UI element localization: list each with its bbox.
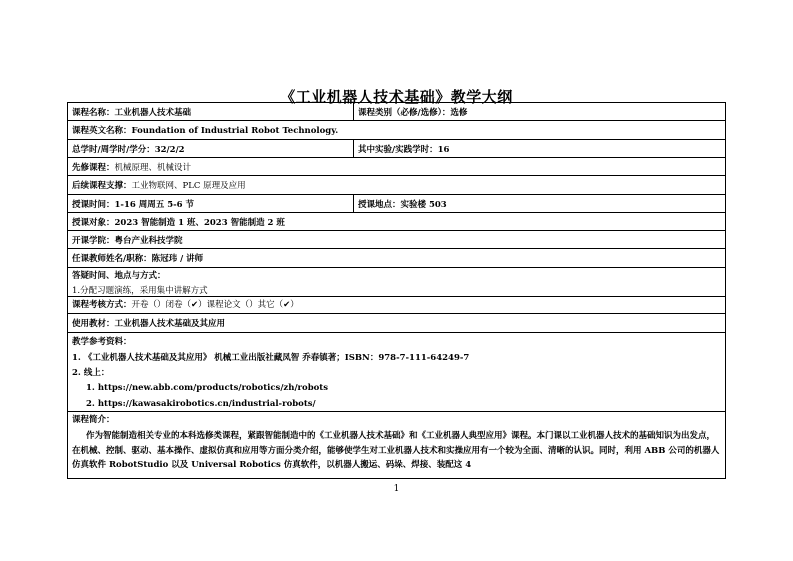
row-intro [68, 412, 725, 478]
college-value: 粤台产业科技学院 [114, 236, 183, 246]
row-time-place [68, 195, 725, 213]
course-name-cell [68, 103, 353, 120]
assessment-value: 开卷（）闭卷（✔）课程论文（）其它（✔） [131, 300, 299, 310]
intro-label: 课程简介： [72, 415, 115, 425]
hours-cell [68, 140, 353, 157]
teach-place-cell [353, 195, 725, 212]
teacher-label: 任课教师姓名/职称： [72, 254, 152, 264]
row-college [68, 231, 725, 249]
lab-hours-value: 16 [437, 145, 450, 155]
intro-text: 作为智能制造相关专业的本科选修类课程，紧跟智能制造中的《工业机器人技术基础》和《工业机器人典型应用》课程。本门课以工业机器人技术的基础知识为出发点，在机械、控制、驱动、基本操作、虚拟仿真和应用等方面分类介绍，能够使学生对工业机器人技术和实操应用有一个较为全面、清晰的认识。同时，利用 ABB 公司的机器人仿真软件 RobotStudio 以及 Universal Robotics 仿真软件，以机器人搬运、码垛、焊接、装配这 4 [72, 431, 720, 470]
row-followup [68, 176, 725, 195]
college-label: 开课学院： [72, 236, 115, 246]
references-label: 教学参考资料： [72, 337, 132, 347]
page-number: 1 [393, 484, 400, 494]
qa-label: 答疑时间、地点与方式： [72, 271, 166, 281]
target-label: 授课对象： [72, 218, 115, 228]
target-value: 2023 智能制造 1 班、2023 智能制造 2 班 [114, 218, 285, 228]
english-name-label: 课程英文名称： [72, 126, 132, 136]
row-assessment [68, 297, 725, 314]
college-cell [68, 231, 725, 248]
teacher-value: 陈冠玮 / 讲师 [151, 254, 204, 264]
followup-value: 工业物联网、PLC 原理及应用 [131, 181, 246, 191]
course-type-label: 课程类别（必修/选修）： [358, 108, 451, 118]
row-references [68, 333, 725, 412]
prerequisite-label: 先修课程： [72, 163, 115, 173]
textbook-cell [68, 314, 725, 332]
reference-item-2: 2. 线上： [72, 368, 110, 378]
row-target [68, 213, 725, 231]
assessment-cell [68, 297, 725, 313]
qa-cell [68, 268, 725, 296]
row-qa [68, 268, 725, 297]
prerequisite-value: 机械原理、机械设计 [114, 163, 192, 173]
lab-hours-cell [353, 140, 725, 157]
assessment-label: 课程考核方式： [72, 300, 132, 310]
document-title: 《工业机器人技术基础》教学大纲 [280, 88, 513, 106]
row-teacher [68, 249, 725, 268]
reference-link-1[interactable]: 1. https://new.abb.com/products/robotics/zh/robots [86, 383, 329, 393]
syllabus-table [67, 102, 726, 479]
teacher-cell [68, 249, 725, 267]
row-english-name [68, 121, 725, 140]
hours-value: 32/2/2 [154, 145, 185, 155]
english-name-cell [68, 121, 725, 139]
hours-label: 总学时/周学时/学分： [72, 145, 155, 155]
teach-time-cell [68, 195, 353, 212]
reference-link-2[interactable]: 2. https://kawasakirobotics.cn/industrial-robots/ [86, 399, 316, 409]
teach-time-value: 1-16 周周五 5-6 节 [114, 200, 195, 210]
lab-hours-label: 其中实验/实践学时： [358, 145, 438, 155]
teach-place-value: 实验楼 503 [400, 200, 447, 210]
course-type-cell [353, 103, 725, 120]
teach-place-label: 授课地点： [358, 200, 401, 210]
target-cell [68, 213, 725, 230]
course-name-label: 课程名称： [72, 108, 115, 118]
row-hours [68, 140, 725, 158]
teach-time-label: 授课时间： [72, 200, 115, 210]
followup-cell [68, 176, 725, 194]
row-prerequisite [68, 158, 725, 176]
english-name-value: Foundation of Industrial Robot Technology. [131, 126, 339, 136]
row-course-name [68, 103, 725, 121]
prerequisite-cell [68, 158, 725, 175]
qa-value: 1.分配习题演练，采用集中讲解方式 [72, 286, 208, 296]
textbook-label: 使用教材： [72, 319, 115, 329]
followup-label: 后续课程支撑： [72, 181, 132, 191]
course-name-value: 工业机器人技术基础 [114, 108, 192, 118]
textbook-value: 工业机器人技术基础及其应用 [114, 319, 226, 329]
course-type-value: 选修 [450, 108, 468, 118]
row-textbook [68, 314, 725, 333]
reference-item-1: 1. 《工业机器人技术基础及其应用》 机械工业出版社藏凤智 乔春镇著；ISBN：978-7-111-64249-7 [72, 353, 470, 363]
